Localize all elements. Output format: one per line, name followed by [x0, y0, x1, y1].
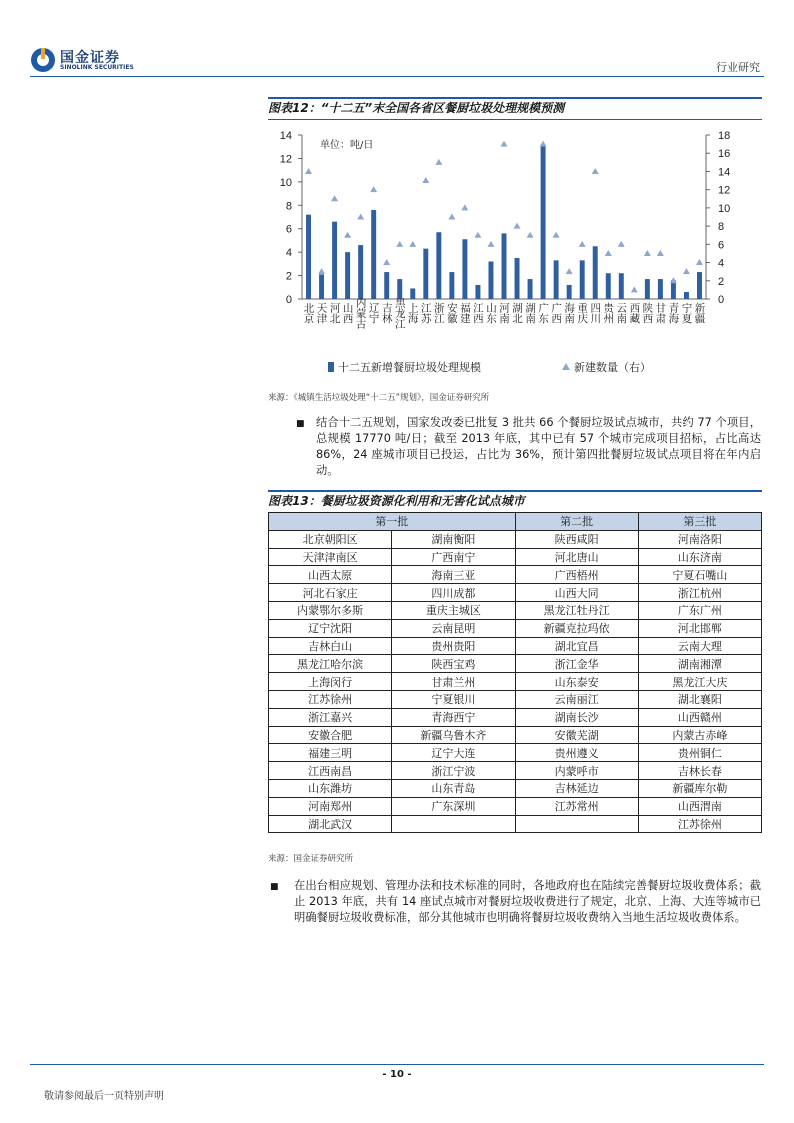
bar: [619, 273, 624, 299]
bar: [697, 272, 702, 299]
x-category-label: 内蒙古: [354, 297, 367, 329]
bar: [371, 210, 376, 299]
table-cell: 新疆乌鲁木齐: [392, 726, 515, 744]
table-cell: 湖北宜昌: [515, 637, 638, 655]
table-row: [269, 726, 762, 744]
marker-triangle: [448, 214, 455, 220]
figure13-rule-top: [268, 490, 762, 492]
bar: [502, 233, 507, 299]
table-row: [269, 637, 762, 655]
table-cell: 江苏徐州: [638, 815, 761, 833]
legend-label-markers: 新建数量（右）: [574, 361, 651, 374]
x-category-label: 四川: [589, 302, 602, 324]
table-cell: 云南昆明: [392, 619, 515, 637]
table-cell: 贵州遵义: [515, 744, 638, 762]
table-cell: 新疆克拉玛依: [515, 619, 638, 637]
table-row: [269, 744, 762, 762]
marker-triangle: [618, 241, 625, 247]
table-row: [269, 584, 762, 602]
bar: [488, 262, 493, 299]
x-category-label: 上海: [406, 302, 419, 324]
table-row: [269, 762, 762, 780]
table-cell: 山西太原: [269, 566, 392, 584]
x-category-label: 云南: [615, 302, 628, 324]
x-category-label: 西藏: [628, 302, 641, 324]
x-category-label: 安徽: [445, 302, 458, 324]
y-tick-label-left: 0: [285, 294, 292, 306]
y-tick-label-right: 4: [718, 257, 725, 270]
table-cell: 江苏常州: [515, 797, 638, 815]
table-cell: 贵州贵阳: [392, 637, 515, 655]
x-category-label: 天津: [315, 302, 328, 324]
table-cell: 山西大同: [515, 584, 638, 602]
table-cell: 福建三明: [269, 744, 392, 762]
y-tick-label-right: 14: [718, 166, 731, 179]
bar: [528, 279, 533, 299]
x-category-label: 青海: [667, 302, 680, 324]
marker-triangle: [657, 250, 664, 256]
bar: [593, 246, 598, 299]
disclaimer-note: 敬请参阅最后一页特别声明: [44, 1091, 164, 1102]
x-category-label: 吉林: [380, 302, 393, 324]
table-row: [269, 548, 762, 566]
table-cell: 新疆库尔勒: [638, 779, 761, 797]
marker-triangle: [357, 214, 364, 220]
bar: [384, 272, 389, 299]
table-row: [269, 673, 762, 691]
page-number: - 10 -: [382, 1069, 412, 1080]
footer-divider: [30, 1064, 764, 1065]
marker-triangle: [644, 250, 651, 256]
y-tick-label-left: 10: [279, 176, 292, 189]
bar: [436, 232, 441, 299]
table-cell: 吉林白山: [269, 637, 392, 655]
bar: [645, 279, 650, 299]
y-tick-label-left: 12: [279, 153, 292, 166]
figure12-chart: [266, 122, 764, 388]
x-category-label: 湖南: [524, 302, 537, 324]
x-category-label: 福建: [458, 302, 471, 324]
marker-triangle: [383, 259, 390, 265]
bar: [410, 288, 415, 299]
bar: [684, 292, 689, 299]
unit-label: 单位：吨/日: [320, 140, 374, 151]
figure12-title: 图表12：“十二五”末全国各省区餐厨垃圾处理规模预测: [268, 101, 565, 115]
marker-triangle: [409, 241, 416, 247]
table-cell: 天津津南区: [269, 548, 392, 566]
table-cell: 河南洛阳: [638, 530, 761, 548]
table-cell: 湖北襄阳: [638, 690, 761, 708]
table-cell: 江苏徐州: [269, 690, 392, 708]
header-batch-2: 第二批: [515, 513, 638, 531]
y-tick-label-right: 8: [718, 221, 725, 234]
legend-triangle-swatch: [562, 363, 570, 370]
table-cell: 山东潍坊: [269, 779, 392, 797]
table-cell: 贵州铜仁: [638, 744, 761, 762]
y-tick-label-right: 2: [718, 275, 725, 288]
table-cell: 北京朝阳区: [269, 530, 392, 548]
marker-triangle: [527, 232, 534, 238]
table-row: [269, 797, 762, 815]
bar: [658, 279, 663, 299]
x-category-label: 广东: [537, 302, 550, 324]
company-logo: [30, 45, 150, 75]
y-tick-label-right: 6: [718, 239, 725, 252]
header-divider: [30, 76, 764, 77]
table-cell: 河南郑州: [269, 797, 392, 815]
table-body: [269, 530, 762, 833]
table-cell: 吉林长春: [638, 762, 761, 780]
x-category-label: 黑龙江: [393, 297, 406, 329]
figure12-rule-bottom: [268, 119, 762, 120]
table-cell: 宁夏石嘴山: [638, 566, 761, 584]
table-row: [269, 708, 762, 726]
table-cell: 安徽芜湖: [515, 726, 638, 744]
table-cell: 陕西宝鸡: [392, 655, 515, 673]
bar: [606, 273, 611, 299]
x-category-label: 陕西: [641, 302, 654, 324]
table-cell: 山东泰安: [515, 673, 638, 691]
x-category-label: 新疆: [693, 302, 706, 324]
table-cell: 山东青岛: [392, 779, 515, 797]
bar: [515, 258, 520, 299]
table-cell: 辽宁大连: [392, 744, 515, 762]
company-name-en: SINOLINK SECURITIES: [60, 64, 134, 71]
x-category-label: 宁夏: [680, 302, 693, 324]
bar: [319, 274, 324, 299]
table-cell: 浙江宁波: [392, 762, 515, 780]
figure12-source: 来源：《城镇生活垃圾处理“十二五”规划》，国金证券研究所: [268, 393, 490, 403]
bar: [580, 260, 585, 299]
y-tick-label-left: 2: [285, 270, 292, 283]
y-tick-label-right: 18: [718, 130, 731, 142]
table-cell: 海南三亚: [392, 566, 515, 584]
marker-triangle: [396, 241, 403, 247]
table-cell: 山西渭南: [638, 797, 761, 815]
legend-label-bars: 十二五新增餐厨垃圾处理规模: [338, 361, 481, 374]
company-name: 国金证券: [60, 50, 120, 66]
table-cell: 广东深圳: [392, 797, 515, 815]
table-cell: 安徽合肥: [269, 726, 392, 744]
figure13-title-bar: [268, 492, 762, 512]
x-category-label: 山西: [341, 302, 354, 324]
pilot-cities-table: [268, 512, 762, 833]
table-cell: 黑龙江哈尔滨: [269, 655, 392, 673]
x-category-label: 河北: [328, 302, 341, 324]
header-batch-1: 第一批: [269, 513, 516, 531]
table-cell: 内蒙鄂尔多斯: [269, 601, 392, 619]
figure12-rule-top: [268, 97, 762, 99]
bar: [358, 245, 363, 299]
bar: [567, 285, 572, 299]
table-cell: 吉林延边: [515, 779, 638, 797]
table-cell: 内蒙呼市: [515, 762, 638, 780]
table-cell: 重庆主城区: [392, 601, 515, 619]
table-cell: 浙江嘉兴: [269, 708, 392, 726]
figure13-title: 图表13：餐厨垃圾资源化利用和无害化试点城市: [268, 494, 525, 508]
table-cell: 陕西咸阳: [515, 530, 638, 548]
table-cell: 广西梧州: [515, 566, 638, 584]
table-row: [269, 566, 762, 584]
paragraph-2: 在出台相应规划、管理办法和技术标准的同时，各地政府也在陆续完善餐厨垃圾收费体系；截止 2013 年底，共有 14 座试点城市对餐厨垃圾收费进行了规定，北京、上海、大连等城市已明确餐厨垃圾收费标准，部分其他城市也明确将餐厨垃圾收费纳入当地生活垃圾收费体系。: [294, 879, 761, 924]
marker-triangle: [631, 286, 638, 292]
table-cell: 山东济南: [638, 548, 761, 566]
bar: [345, 252, 350, 299]
chart-svg: [266, 122, 764, 388]
table-cell: 浙江杭州: [638, 584, 761, 602]
marker-triangle: [305, 168, 312, 174]
y-tick-label-right: 10: [718, 202, 731, 215]
marker-triangle: [592, 168, 599, 174]
y-tick-label-right: 16: [718, 148, 731, 161]
table-cell: 广西南宁: [392, 548, 515, 566]
marker-triangle: [579, 241, 586, 247]
table-cell: 湖北武汉: [269, 815, 392, 833]
y-tick-label-left: 6: [285, 223, 292, 236]
table-row: [269, 530, 762, 548]
table-row: [269, 655, 762, 673]
y-tick-label-left: 4: [285, 247, 292, 260]
table-cell: 河北邯郸: [638, 619, 761, 637]
x-category-label: 北京: [302, 302, 315, 324]
bar: [397, 279, 402, 299]
table-cell: 江西南昌: [269, 762, 392, 780]
table-row: [269, 690, 762, 708]
table-cell: 宁夏银川: [392, 690, 515, 708]
marker-triangle: [514, 223, 521, 229]
table-cell: 河北唐山: [515, 548, 638, 566]
table-cell: 湖南湘潭: [638, 655, 761, 673]
y-tick-label-left: 14: [279, 130, 292, 142]
marker-triangle: [370, 186, 377, 192]
figure13-source: 来源：国金证券研究所: [268, 854, 354, 864]
bullet-icon: ■: [270, 882, 279, 892]
marker-triangle: [696, 259, 703, 265]
bar: [332, 222, 337, 299]
section-label: 行业研究: [716, 61, 760, 74]
bar: [541, 146, 546, 299]
figure12-title-bar: [268, 99, 762, 119]
x-category-label: 浙江: [432, 302, 445, 324]
table-row: [269, 779, 762, 797]
bullet-icon: ■: [296, 419, 305, 429]
marker-triangle: [318, 268, 325, 274]
marker-triangle: [461, 204, 468, 210]
x-category-label: 山东: [484, 302, 497, 324]
marker-triangle: [501, 141, 508, 147]
x-category-label: 甘肃: [654, 302, 667, 324]
marker-triangle: [540, 141, 547, 147]
x-category-label: 海南: [563, 302, 576, 324]
table-cell: [392, 815, 515, 833]
x-category-label: 江苏: [419, 302, 432, 324]
y-tick-label-right: 0: [718, 294, 725, 306]
x-category-label: 广西: [550, 302, 563, 324]
table-cell: 甘肃兰州: [392, 673, 515, 691]
table-cell: 四川成都: [392, 584, 515, 602]
table-header-row: [269, 513, 762, 531]
table-cell: 湖南衡阳: [392, 530, 515, 548]
marker-triangle: [605, 250, 612, 256]
bar: [554, 260, 559, 299]
y-tick-label-right: 12: [718, 184, 731, 197]
table-cell: 河北石家庄: [269, 584, 392, 602]
table-cell: [515, 815, 638, 833]
x-category-label: 江西: [471, 302, 484, 324]
table-cell: 上海闵行: [269, 673, 392, 691]
legend-bar-swatch: [328, 362, 334, 372]
marker-triangle: [553, 232, 560, 238]
marker-triangle: [683, 268, 690, 274]
bar: [306, 215, 311, 299]
marker-triangle: [474, 232, 481, 238]
marker-triangle: [331, 195, 338, 201]
x-category-label: 贵州: [602, 302, 615, 324]
x-category-label: 辽宁: [367, 302, 380, 324]
bar: [462, 239, 467, 299]
header-batch-3: 第三批: [638, 513, 761, 531]
table-cell: 青海西宁: [392, 708, 515, 726]
y-tick-label-left: 8: [285, 200, 292, 213]
x-category-label: 湖北: [511, 302, 524, 324]
table-row: [269, 815, 762, 833]
table-cell: 浙江金华: [515, 655, 638, 673]
x-category-label: 重庆: [576, 302, 589, 324]
marker-triangle: [435, 159, 442, 165]
table-cell: 湖南长沙: [515, 708, 638, 726]
table-cell: 云南大理: [638, 637, 761, 655]
paragraph-1: 结合十二五规划，国家发改委已批复 3 批共 66 个餐厨垃圾试点城市，共约 77 个项目，总规模 17770 吨/日；截至 2013 年底，其中已有 57 个城市完成项目招标，占比高达 86%，24 座城市项目已投运，占比为 36%，预计第四批餐厨垃圾试点项目将在年内启动。: [316, 416, 761, 477]
table-cell: 山西赣州: [638, 708, 761, 726]
table-cell: 广东广州: [638, 601, 761, 619]
table-cell: 黑龙江大庆: [638, 673, 761, 691]
bar: [449, 272, 454, 299]
table-row: [269, 619, 762, 637]
marker-triangle: [422, 177, 429, 183]
x-category-label: 河南: [498, 302, 510, 324]
table-row: [269, 601, 762, 619]
table-cell: 黑龙江牡丹江: [515, 601, 638, 619]
bar: [475, 285, 480, 299]
table-cell: 内蒙古赤峰: [638, 726, 761, 744]
bar: [423, 249, 428, 299]
table-cell: 辽宁沈阳: [269, 619, 392, 637]
table-cell: 云南丽江: [515, 690, 638, 708]
marker-triangle: [566, 268, 573, 274]
marker-triangle: [487, 241, 494, 247]
marker-triangle: [344, 232, 351, 238]
